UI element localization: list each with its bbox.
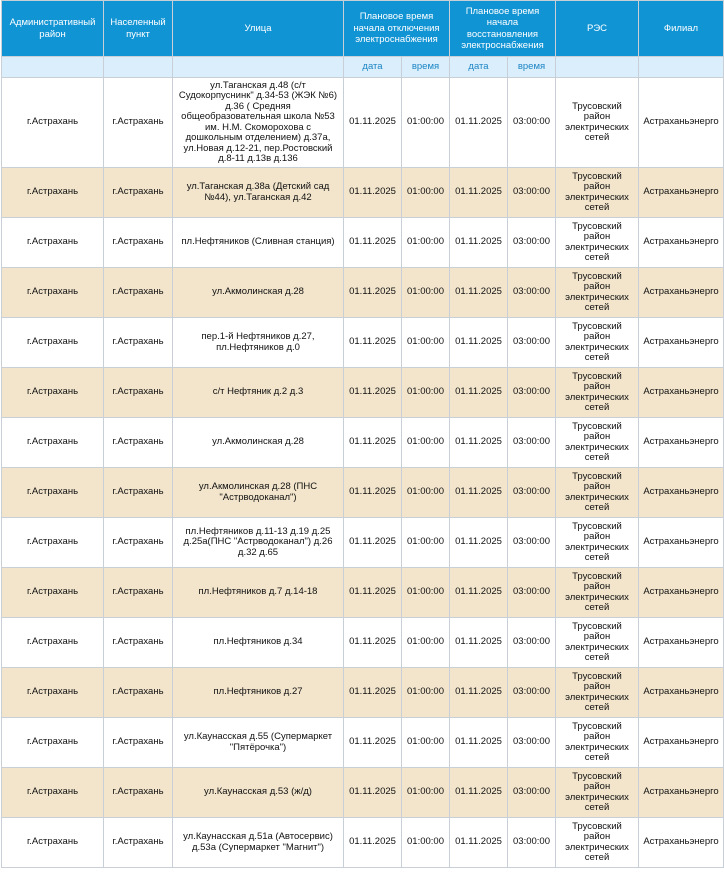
cell-off-date: 01.11.2025 xyxy=(344,368,402,418)
cell-res: Трусовский район электрических сетей xyxy=(556,518,639,568)
cell-street: пл.Нефтяников д.34 xyxy=(173,618,344,668)
cell-locality: г.Астрахань xyxy=(104,668,173,718)
cell-off-time: 01:00:00 xyxy=(402,668,450,718)
table-row xyxy=(2,268,724,318)
cell-off-date: 01.11.2025 xyxy=(344,518,402,568)
cell-on-date: 01.11.2025 xyxy=(450,718,508,768)
cell-locality: г.Астрахань xyxy=(104,568,173,618)
table-row xyxy=(2,668,724,718)
cell-branch: Астраханьэнерго xyxy=(639,318,724,368)
cell-district: г.Астрахань xyxy=(2,818,104,868)
cell-off-time: 01:00:00 xyxy=(402,468,450,518)
cell-on-time: 03:00:00 xyxy=(508,418,556,468)
subheader-off-time: время xyxy=(402,57,450,78)
header-branch: Филиал xyxy=(639,1,724,57)
cell-locality: г.Астрахань xyxy=(104,618,173,668)
cell-off-time: 01:00:00 xyxy=(402,78,450,168)
cell-off-time: 01:00:00 xyxy=(402,218,450,268)
cell-res: Трусовский район электрических сетей xyxy=(556,268,639,318)
cell-off-date: 01.11.2025 xyxy=(344,568,402,618)
cell-on-time: 03:00:00 xyxy=(508,768,556,818)
cell-street: с/т Нефтяник д.2 д.3 xyxy=(173,368,344,418)
cell-street: ул.Каунасская д.53 (ж/д) xyxy=(173,768,344,818)
cell-off-date: 01.11.2025 xyxy=(344,668,402,718)
cell-locality: г.Астрахань xyxy=(104,418,173,468)
cell-district: г.Астрахань xyxy=(2,268,104,318)
cell-district: г.Астрахань xyxy=(2,568,104,618)
cell-locality: г.Астрахань xyxy=(104,818,173,868)
cell-street: ул.Акмолинская д.28 (ПНС "Астрводоканал") xyxy=(173,468,344,518)
subheader-blank xyxy=(639,57,724,78)
cell-res: Трусовский район электрических сетей xyxy=(556,818,639,868)
cell-on-date: 01.11.2025 xyxy=(450,468,508,518)
subheader-blank xyxy=(104,57,173,78)
cell-on-time: 03:00:00 xyxy=(508,318,556,368)
cell-street: ул.Акмолинская д.28 xyxy=(173,268,344,318)
cell-branch: Астраханьэнерго xyxy=(639,568,724,618)
cell-off-time: 01:00:00 xyxy=(402,768,450,818)
cell-district: г.Астрахань xyxy=(2,668,104,718)
cell-off-time: 01:00:00 xyxy=(402,518,450,568)
cell-on-date: 01.11.2025 xyxy=(450,218,508,268)
cell-off-time: 01:00:00 xyxy=(402,618,450,668)
cell-res: Трусовский район электрических сетей xyxy=(556,618,639,668)
cell-street: ул.Таганская д.38а (Детский сад №44), ул.Таганская д.42 xyxy=(173,168,344,218)
cell-off-date: 01.11.2025 xyxy=(344,768,402,818)
cell-district: г.Астрахань xyxy=(2,518,104,568)
table-row xyxy=(2,168,724,218)
cell-district: г.Астрахань xyxy=(2,368,104,418)
cell-on-date: 01.11.2025 xyxy=(450,268,508,318)
cell-street: пер.1-й Нефтяников д.27, пл.Нефтяников д.0 xyxy=(173,318,344,368)
cell-street: ул.Таганская д.48 (с/т Судокорпуснинк" д.34-53 (ЖЭК №6) д.36 ( Средняя общеобразовательная школа №53 им. Н.М. Скоморохова с дошкольным отделением) д.37а, ул.Новая д.12-21, пер.Ростовский д.8-11 д.13в д.136 xyxy=(173,78,344,168)
cell-district: г.Астрахань xyxy=(2,618,104,668)
cell-off-date: 01.11.2025 xyxy=(344,718,402,768)
table-row xyxy=(2,368,724,418)
cell-locality: г.Астрахань xyxy=(104,768,173,818)
cell-on-time: 03:00:00 xyxy=(508,668,556,718)
cell-on-date: 01.11.2025 xyxy=(450,668,508,718)
cell-off-time: 01:00:00 xyxy=(402,268,450,318)
table-row xyxy=(2,718,724,768)
cell-street: ул.Каунасская д.51а (Автосервис) д.53а (Супермаркет "Магнит") xyxy=(173,818,344,868)
cell-off-date: 01.11.2025 xyxy=(344,618,402,668)
cell-off-date: 01.11.2025 xyxy=(344,218,402,268)
table-row xyxy=(2,818,724,868)
cell-locality: г.Астрахань xyxy=(104,168,173,218)
cell-on-time: 03:00:00 xyxy=(508,718,556,768)
header-row xyxy=(2,1,724,57)
cell-street: ул.Акмолинская д.28 xyxy=(173,418,344,468)
table-row xyxy=(2,518,724,568)
subheader-blank xyxy=(2,57,104,78)
cell-res: Трусовский район электрических сетей xyxy=(556,718,639,768)
cell-res: Трусовский район электрических сетей xyxy=(556,318,639,368)
cell-district: г.Астрахань xyxy=(2,718,104,768)
cell-branch: Астраханьэнерго xyxy=(639,718,724,768)
cell-res: Трусовский район электрических сетей xyxy=(556,468,639,518)
cell-res: Трусовский район электрических сетей xyxy=(556,418,639,468)
cell-off-date: 01.11.2025 xyxy=(344,418,402,468)
table-row xyxy=(2,78,724,168)
cell-locality: г.Астрахань xyxy=(104,518,173,568)
cell-branch: Астраханьэнерго xyxy=(639,368,724,418)
cell-branch: Астраханьэнерго xyxy=(639,218,724,268)
cell-on-time: 03:00:00 xyxy=(508,168,556,218)
subheader-blank xyxy=(556,57,639,78)
subheader-row xyxy=(2,57,724,78)
header-off-time: Плановое время начала отключения электроснабжения xyxy=(344,1,450,57)
cell-res: Трусовский район электрических сетей xyxy=(556,168,639,218)
cell-locality: г.Астрахань xyxy=(104,468,173,518)
cell-on-time: 03:00:00 xyxy=(508,78,556,168)
cell-on-date: 01.11.2025 xyxy=(450,518,508,568)
outage-schedule-table xyxy=(1,0,724,868)
cell-branch: Астраханьэнерго xyxy=(639,668,724,718)
cell-off-time: 01:00:00 xyxy=(402,368,450,418)
cell-off-time: 01:00:00 xyxy=(402,568,450,618)
cell-on-date: 01.11.2025 xyxy=(450,168,508,218)
table-row xyxy=(2,318,724,368)
header-locality: Населенный пункт xyxy=(104,1,173,57)
cell-on-time: 03:00:00 xyxy=(508,818,556,868)
cell-branch: Астраханьэнерго xyxy=(639,618,724,668)
cell-off-time: 01:00:00 xyxy=(402,818,450,868)
cell-street: пл.Нефтяников д.7 д.14-18 xyxy=(173,568,344,618)
header-street: Улица xyxy=(173,1,344,57)
table-row xyxy=(2,568,724,618)
cell-district: г.Астрахань xyxy=(2,418,104,468)
cell-district: г.Астрахань xyxy=(2,168,104,218)
cell-branch: Астраханьэнерго xyxy=(639,418,724,468)
cell-branch: Астраханьэнерго xyxy=(639,168,724,218)
header-res: РЭС xyxy=(556,1,639,57)
cell-res: Трусовский район электрических сетей xyxy=(556,668,639,718)
header-on-time: Плановое время начала восстановления электроснабжения xyxy=(450,1,556,57)
cell-off-date: 01.11.2025 xyxy=(344,468,402,518)
cell-on-date: 01.11.2025 xyxy=(450,368,508,418)
cell-off-time: 01:00:00 xyxy=(402,718,450,768)
cell-on-date: 01.11.2025 xyxy=(450,768,508,818)
cell-off-date: 01.11.2025 xyxy=(344,268,402,318)
cell-branch: Астраханьэнерго xyxy=(639,518,724,568)
cell-district: г.Астрахань xyxy=(2,768,104,818)
cell-district: г.Астрахань xyxy=(2,218,104,268)
cell-street: пл.Нефтяников (Сливная станция) xyxy=(173,218,344,268)
cell-on-time: 03:00:00 xyxy=(508,218,556,268)
cell-res: Трусовский район электрических сетей xyxy=(556,78,639,168)
cell-locality: г.Астрахань xyxy=(104,718,173,768)
cell-on-date: 01.11.2025 xyxy=(450,78,508,168)
cell-res: Трусовский район электрических сетей xyxy=(556,568,639,618)
cell-on-time: 03:00:00 xyxy=(508,568,556,618)
cell-off-time: 01:00:00 xyxy=(402,168,450,218)
cell-off-date: 01.11.2025 xyxy=(344,168,402,218)
cell-street: пл.Нефтяников д.11-13 д.19 д.25 д.25а(ПНС "Астрводоканал") д.26 д.32 д.65 xyxy=(173,518,344,568)
cell-on-time: 03:00:00 xyxy=(508,368,556,418)
cell-locality: г.Астрахань xyxy=(104,368,173,418)
cell-locality: г.Астрахань xyxy=(104,78,173,168)
cell-branch: Астраханьэнерго xyxy=(639,78,724,168)
cell-on-time: 03:00:00 xyxy=(508,518,556,568)
subheader-on-date: дата xyxy=(450,57,508,78)
cell-locality: г.Астрахань xyxy=(104,318,173,368)
subheader-blank xyxy=(173,57,344,78)
subheader-on-time: время xyxy=(508,57,556,78)
cell-street: пл.Нефтяников д.27 xyxy=(173,668,344,718)
cell-district: г.Астрахань xyxy=(2,468,104,518)
table-row xyxy=(2,418,724,468)
cell-street: ул.Каунасская д.55 (Супермаркет "Пятёрочка") xyxy=(173,718,344,768)
cell-branch: Астраханьэнерго xyxy=(639,468,724,518)
subheader-off-date: дата xyxy=(344,57,402,78)
table-body xyxy=(2,78,724,868)
cell-on-date: 01.11.2025 xyxy=(450,568,508,618)
cell-on-date: 01.11.2025 xyxy=(450,618,508,668)
cell-locality: г.Астрахань xyxy=(104,268,173,318)
table-row xyxy=(2,618,724,668)
cell-res: Трусовский район электрических сетей xyxy=(556,218,639,268)
cell-branch: Астраханьэнерго xyxy=(639,268,724,318)
cell-res: Трусовский район электрических сетей xyxy=(556,768,639,818)
cell-branch: Астраханьэнерго xyxy=(639,818,724,868)
cell-off-time: 01:00:00 xyxy=(402,418,450,468)
cell-on-time: 03:00:00 xyxy=(508,268,556,318)
cell-on-date: 01.11.2025 xyxy=(450,818,508,868)
cell-off-date: 01.11.2025 xyxy=(344,318,402,368)
cell-district: г.Астрахань xyxy=(2,318,104,368)
table-row xyxy=(2,468,724,518)
cell-res: Трусовский район электрических сетей xyxy=(556,368,639,418)
cell-branch: Астраханьэнерго xyxy=(639,768,724,818)
table-row xyxy=(2,218,724,268)
cell-off-date: 01.11.2025 xyxy=(344,818,402,868)
cell-district: г.Астрахань xyxy=(2,78,104,168)
cell-on-date: 01.11.2025 xyxy=(450,318,508,368)
cell-on-time: 03:00:00 xyxy=(508,468,556,518)
header-district: Административный район xyxy=(2,1,104,57)
cell-on-time: 03:00:00 xyxy=(508,618,556,668)
cell-off-time: 01:00:00 xyxy=(402,318,450,368)
cell-locality: г.Астрахань xyxy=(104,218,173,268)
cell-on-date: 01.11.2025 xyxy=(450,418,508,468)
cell-off-date: 01.11.2025 xyxy=(344,78,402,168)
table-row xyxy=(2,768,724,818)
